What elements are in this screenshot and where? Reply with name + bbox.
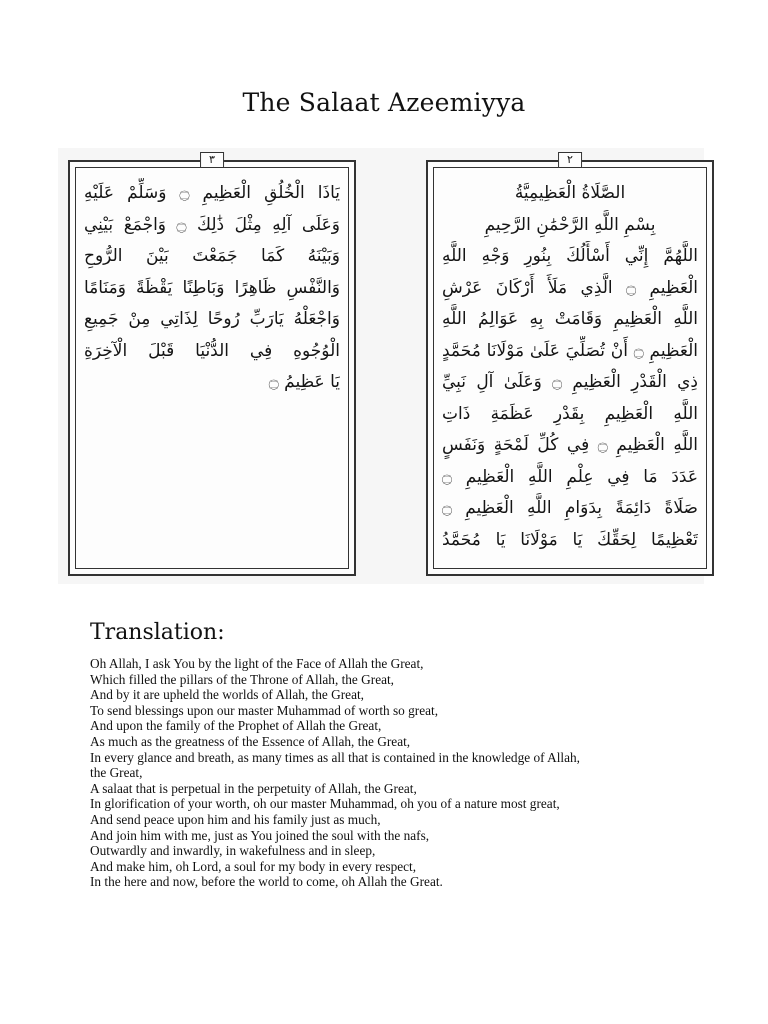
arabic-line: وَاجْعَلْهُ يَارَبِّ رُوحًا لِذَاتِي مِنْ جَمِيعِ	[84, 309, 340, 329]
arabic-line: وَبَيْنَهُ كَمَا جَمَعْتَ بَيْنَ الرُّوحِ	[84, 246, 340, 266]
arabic-line: وَعَلَى آلِهِ مِثْلَ ذَٰلِكَ ۝ وَاجْمَعْ بَيْنِي	[84, 214, 340, 235]
translation-line: In every glance and breath, as many times as all that is contained in the knowledge of Allah,	[90, 749, 580, 765]
page-title: The Salaat Azeemiyya	[242, 88, 526, 117]
translation-line: Which filled the pillars of the Throne of Allah, the Great,	[90, 671, 395, 687]
arabic-line: يَا عَظِيمُ ۝	[268, 372, 340, 392]
arabic-line: الْعَظِيمِ ۝ أَنْ تُصَلِّيَ عَلَىٰ مَوْلَانَا مُحَمَّدٍ	[442, 340, 698, 361]
right-page	[426, 153, 714, 576]
arabic-line: ذِي الْقَدْرِ الْعَظِيمِ ۝ وَعَلَىٰ آلِ نَبِيِّ	[442, 372, 698, 392]
arabic-line: اللَّهِ الْعَظِيمِ بِقَدْرِ عَظَمَةِ ذَاتِ	[442, 403, 698, 424]
arabic-line: وَالنَّفْسِ ظَاهِرًا وَبَاطِنًا يَقْظَةً وَمَنَامًا	[84, 277, 340, 298]
arabic-text-scan	[58, 148, 704, 584]
translation-heading: Translation:	[90, 620, 225, 645]
arabic-heading: الصَّلَاةُ الْعَظِيمِيَّةُ	[514, 183, 626, 203]
translation-line: A salaat that is perpetual in the perpetuity of Allah, the Great,	[90, 780, 417, 796]
basmala: بِسْمِ اللَّهِ الرَّحْمَٰنِ الرَّحِيمِ	[484, 214, 656, 235]
arabic-line: عَدَدَ مَا فِي عِلْمِ اللَّهِ الْعَظِيمِ ۝	[442, 466, 698, 487]
translation-line: In glorification of your worth, oh our master Muhammad, oh you of a nature most great,	[90, 796, 560, 812]
translation-line: Outwardly and inwardly, in wakefulness and in sleep,	[90, 843, 376, 859]
right-page-text	[442, 178, 698, 556]
right-page-number: ٢	[558, 152, 582, 168]
left-page-text	[84, 178, 340, 399]
arabic-line: تَعْظِيمًا لِحَقِّكَ يَا مَوْلَانَا يَا مُحَمَّدُ	[442, 529, 698, 550]
translation-line: As much as the greatness of the Essence of Allah, the Great,	[90, 733, 411, 749]
translation-line: And join him with me, just as You joined the soul with the nafs,	[90, 827, 430, 843]
translation-line: And send peace upon him and his family just as much,	[90, 811, 381, 827]
arabic-line: الْوُجُوهِ فِي الدُّنْيَا قَبْلَ الْآخِرَةِ	[84, 340, 340, 361]
left-page	[68, 153, 356, 576]
translation-text	[90, 656, 710, 890]
left-page-number: ٣	[200, 152, 224, 168]
translation-line: In the here and now, before the world to come, oh Allah the Great.	[90, 874, 443, 890]
translation-line: And by it are upheld the worlds of Allah, the Great,	[90, 687, 364, 703]
translation-line: And upon the family of the Prophet of Allah the Great,	[90, 718, 382, 734]
arabic-line: اللَّهُمَّ إِنِّي أَسْأَلُكَ بِنُورِ وَجْهِ اللَّهِ	[442, 246, 698, 266]
translation-line: Oh Allah, I ask You by the light of the Face of Allah the Great,	[90, 656, 424, 671]
arabic-line: صَلَاةً دَائِمَةً بِدَوَامِ اللَّهِ الْعَظِيمِ ۝	[442, 498, 698, 518]
arabic-line: اللَّهِ الْعَظِيمِ وَقَامَتْ بِهِ عَوَالِمُ اللَّهِ	[442, 309, 698, 329]
translation-line: And make him, oh Lord, a soul for my body in every respect,	[90, 858, 417, 874]
translation-line: To send blessings upon our master Muhammad of worth so great,	[90, 702, 439, 718]
arabic-line: اللَّهِ الْعَظِيمِ ۝ فِي كُلِّ لَمْحَةٍ وَنَفَسٍ	[442, 435, 698, 455]
arabic-line: يَاذَا الْخُلُقِ الْعَظِيمِ ۝ وَسَلِّمْ عَلَيْهِ	[84, 183, 340, 203]
translation-line: the Great,	[90, 765, 143, 781]
arabic-line: الْعَظِيمِ ۝ الَّذِي مَلَأَ أَرْكَانَ عَرْشِ	[442, 277, 698, 298]
